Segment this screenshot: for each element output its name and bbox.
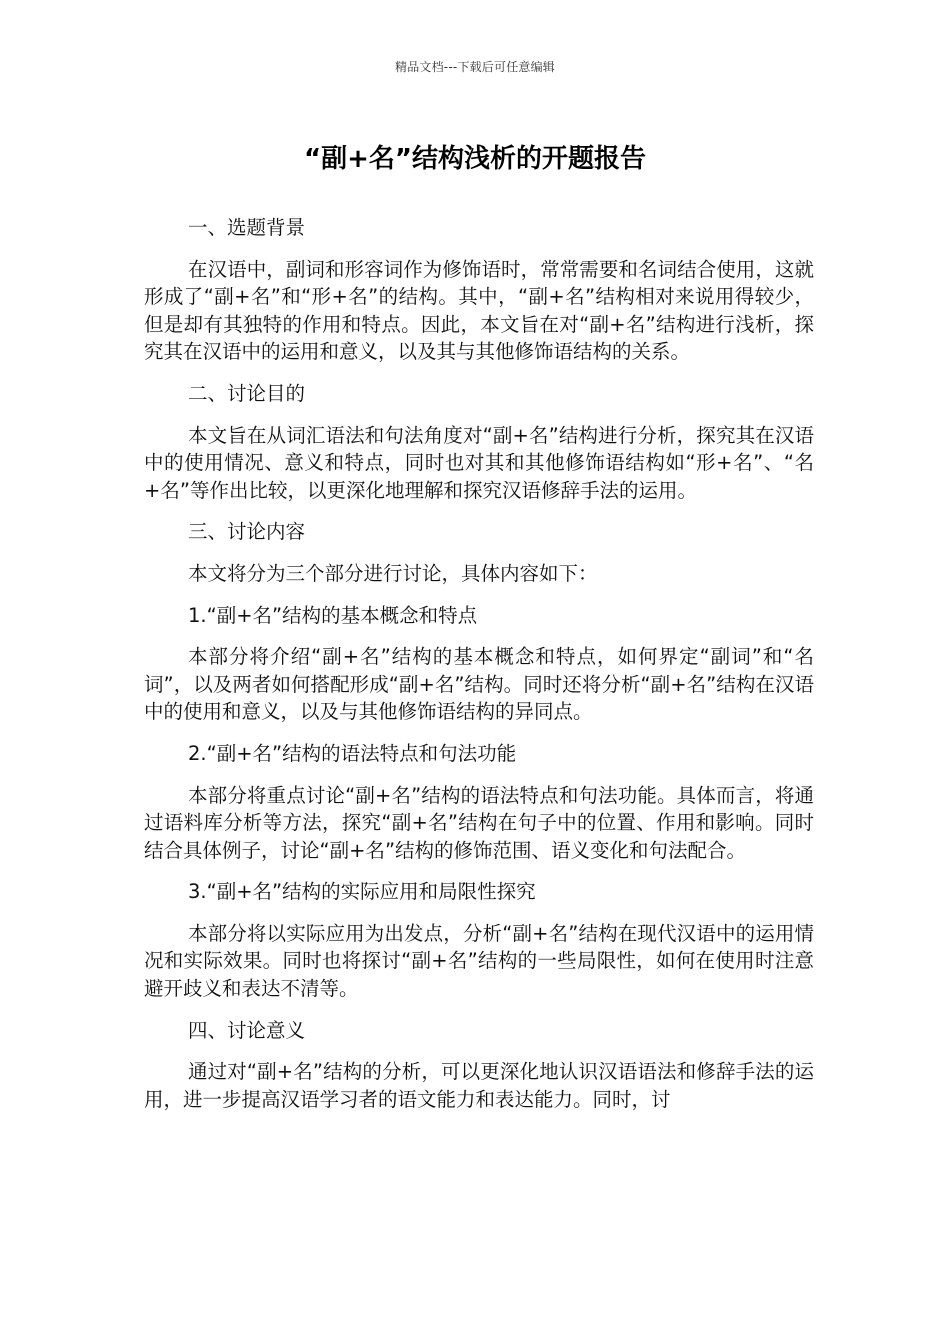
- document-body: [144, 214, 814, 1127]
- document-title: “副+名”结构浅析的开题报告: [304, 144, 646, 174]
- paragraph-application: 本部分将以实际应用为出发点，分析“副+名”结构在现代汉语中的运用情况和实际效果。同时也将探讨“副+名”结构的一些局限性，如何在使用时注意避开歧义和表达不清等。: [144, 921, 814, 1001]
- paragraph-purpose: 本文旨在从词汇语法和句法角度对“副+名”结构进行分析，探究其在汉语中的使用情况、意义和特点，同时也对其和其他修饰语结构如“形+名”、“名+名”等作出比较，以更深化地理解和探究汉语修辞手法的运用。: [144, 423, 814, 502]
- paragraph-basic-concept: 本部分将介绍“副+名”结构的基本概念和特点，如何界定“副词”和“名词”，以及两者如何搭配形成“副+名”结构。同时还将分析“副+名”结构在汉语中的使用和意义，以及与其他修饰语结构的异同点。: [144, 645, 814, 724]
- page-header-note: 精品文档---下载后可任意编辑: [395, 60, 555, 74]
- paragraph-content-intro: 本文将分为三个部分进行讨论，具体内容如下：: [188, 561, 598, 585]
- section-heading-significance: 四、讨论意义: [188, 1018, 306, 1042]
- paragraph-background: 在汉语中，副词和形容词作为修饰语时，常常需要和名词结合使用，这就形成了“副+名”和“形+名”的结构。其中，“副+名”结构相对来说用得较少，但是却有其独特的作用和特点。因此，本文旨在对“副+名”结构进行浅析，探究其在汉语中的运用和意义，以及其与其他修饰语结构的关系。: [144, 257, 814, 364]
- section-heading-purpose: 二、讨论目的: [188, 381, 306, 405]
- subheading-grammar-features: 2.“副+名”结构的语法特点和句法功能: [188, 741, 517, 765]
- subheading-application: 3.“副+名”结构的实际应用和局限性探究: [188, 880, 536, 904]
- paragraph-grammar-features: 本部分将重点讨论“副+名”结构的语法特点和句法功能。具体而言，将通过语料库分析等方法，探究“副+名”结构在句子中的位置、作用和影响。同时结合具体例子，讨论“副+名”结构的修饰范围、语义变化和句法配合。: [144, 783, 814, 862]
- paragraph-significance: 通过对“副+名”结构的分析，可以更深化地认识汉语语法和修辞手法的运用，进一步提高汉语学习者的语文能力和表达能力。同时，讨: [144, 1060, 814, 1111]
- section-heading-content: 三、讨论内容: [188, 520, 306, 544]
- section-heading-background: 一、选题背景: [188, 216, 306, 239]
- subheading-basic-concept: 1.“副+名”结构的基本概念和特点: [188, 603, 478, 627]
